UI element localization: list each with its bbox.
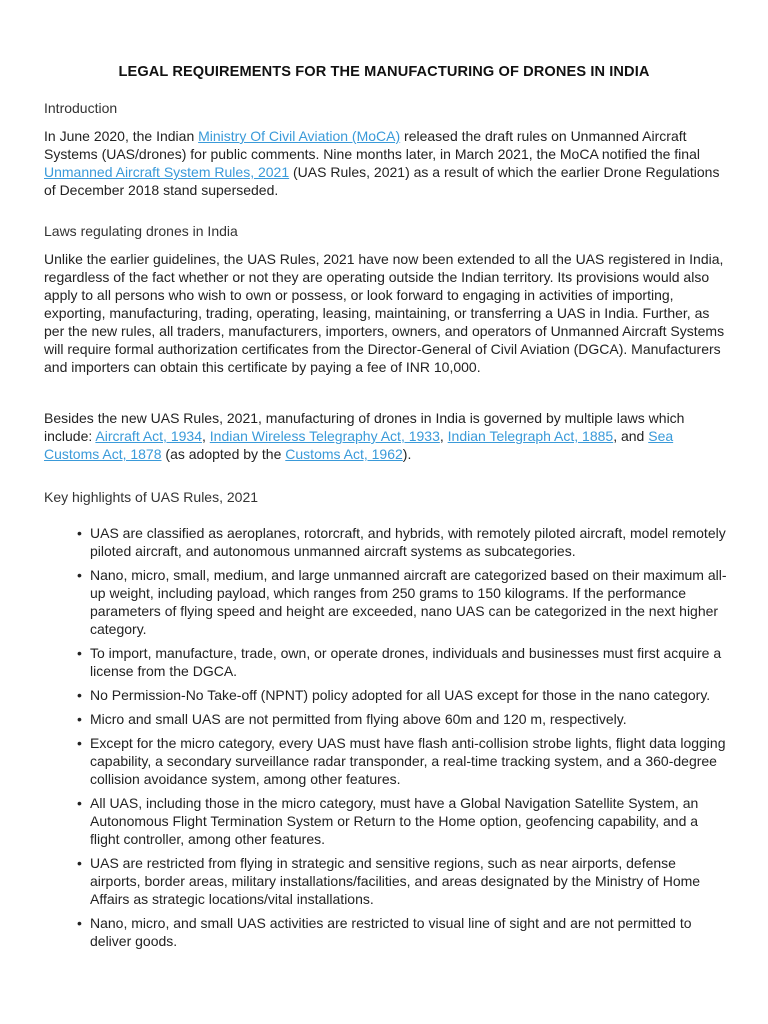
bullet-icon: • xyxy=(77,735,82,751)
list-item xyxy=(44,710,730,728)
list-item-text: UAS are restricted from flying in strategic and sensitive regions, such as near airports, defense airports, border areas, military installations/facilities, and areas designated by the Ministry of Home Affairs as strategic locations/vital installations. xyxy=(90,855,701,907)
list-item-text: Nano, micro, and small UAS activities are restricted to visual line of sight and are not permitted to deliver goods. xyxy=(90,915,692,949)
moca-link[interactable]: Ministry Of Civil Aviation (MoCA) xyxy=(198,128,401,144)
list-item-text: To import, manufacture, trade, own, or operate drones, individuals and businesses must first acquire a license from the DGCA. xyxy=(90,645,722,679)
bullet-icon: • xyxy=(77,525,82,541)
laws-text-2: Besides the new UAS Rules, 2021, manufacturing of drones in India is governed by multiple laws which include: xyxy=(44,410,685,444)
sea-customs-act-link[interactable]: Sea Customs Act, 1878 xyxy=(44,428,674,462)
bullet-icon: • xyxy=(77,855,82,871)
list-item xyxy=(44,524,730,560)
list-item-text: Micro and small UAS are not permitted from flying above 60m and 120 m, respectively. xyxy=(90,711,627,727)
uas-rules-link[interactable]: Unmanned Aircraft System Rules, 2021 xyxy=(44,164,290,180)
bullet-icon: • xyxy=(77,645,82,661)
intro-text-2: released the draft rules on Unmanned Aircraft Systems (UAS/drones) for public comments. Nine months later, in March 2021, the MoCA notified the final xyxy=(44,128,700,162)
list-item xyxy=(44,914,730,950)
laws-text-1: Unlike the earlier guidelines, the UAS Rules, 2021 have now been extended to all the UAS registered in India, regardless of the fact whether or not they are operating outside the Indian territory. Its provisions would also apply to all persons who wish to own or possess, or look forward to engaging in activities of importing, exporting, manufacturing, trading, operating, leasing, maintaining, or transferring a UAS in India. Further, as per the new rules, all traders, manufacturers, importers, owners, and operators of Unmanned Aircraft Systems will require formal authorization certificates from the Director-General of Civil Aviation (DGCA). Manufacturers and importers can obtain this certificate by paying a fee of INR 10,000. xyxy=(44,251,725,375)
list-item-text: All UAS, including those in the micro category, must have a Global Navigation Satellite System, an Autonomous Flight Termination System or Return to the Home option, geofencing capability, and a flight controller, among other features. xyxy=(90,795,699,847)
list-item xyxy=(44,644,730,680)
customs-act-link[interactable]: Customs Act, 1962 xyxy=(285,446,403,462)
laws-text-3: (as adopted by the xyxy=(161,446,286,462)
aircraft-act-link[interactable]: Aircraft Act, 1934 xyxy=(95,428,202,444)
intro-text-1: In June 2020, the Indian xyxy=(44,128,199,144)
list-item xyxy=(44,686,730,704)
bullet-icon: • xyxy=(77,567,82,583)
laws-paragraph-2 xyxy=(44,409,730,463)
separator: , xyxy=(439,428,448,444)
separator: , and xyxy=(613,428,649,444)
laws-text-4: ). xyxy=(402,446,412,462)
list-item xyxy=(44,566,730,638)
list-item-text: Except for the micro category, every UAS must have flash anti-collision strobe lights, flight data logging capability, a secondary surveillance radar transponder, a real-time tracking system, and a 360-degree collision avoidance system, among other features. xyxy=(90,735,726,787)
separator: , xyxy=(201,428,210,444)
list-item-text: No Permission-No Take-off (NPNT) policy adopted for all UAS except for those in the nano category. xyxy=(90,687,711,703)
bullet-icon: • xyxy=(77,915,82,931)
intro-text-3: (UAS Rules, 2021) as a result of which the earlier Drone Regulations of December 2018 stand superseded. xyxy=(44,164,720,198)
bullet-icon: • xyxy=(77,687,82,703)
document-title: LEGAL REQUIREMENTS FOR THE MANUFACTURING OF DRONES IN INDIA xyxy=(118,64,650,80)
list-item xyxy=(44,794,730,848)
list-item xyxy=(44,734,730,788)
highlights-list xyxy=(44,524,730,950)
highlights-heading: Key highlights of UAS Rules, 2021 xyxy=(44,489,259,505)
list-item xyxy=(44,854,730,908)
laws-paragraph-1 xyxy=(44,250,730,376)
bullet-icon: • xyxy=(77,711,82,727)
list-item-text: Nano, micro, small, medium, and large unmanned aircraft are categorized based on their maximum all-up weight, including payload, which ranges from 250 grams to 150 kilograms. If the performance parameters of flying speed and height are exceeded, nano UAS can be categorized in the next higher category. xyxy=(90,567,727,637)
wireless-telegraphy-act-link[interactable]: Indian Wireless Telegraphy Act, 1933 xyxy=(209,428,440,444)
bullet-icon: • xyxy=(77,795,82,811)
intro-heading: Introduction xyxy=(44,100,118,116)
highlights-list-wrap xyxy=(44,524,730,956)
telegraph-act-link[interactable]: Indian Telegraph Act, 1885 xyxy=(447,428,614,444)
intro-paragraph xyxy=(44,127,730,199)
laws-heading: Laws regulating drones in India xyxy=(44,223,238,239)
list-item-text: UAS are classified as aeroplanes, rotorcraft, and hybrids, with remotely piloted aircraft, model remotely piloted aircraft, and autonomous unmanned aircraft systems as subcategories. xyxy=(90,525,726,559)
